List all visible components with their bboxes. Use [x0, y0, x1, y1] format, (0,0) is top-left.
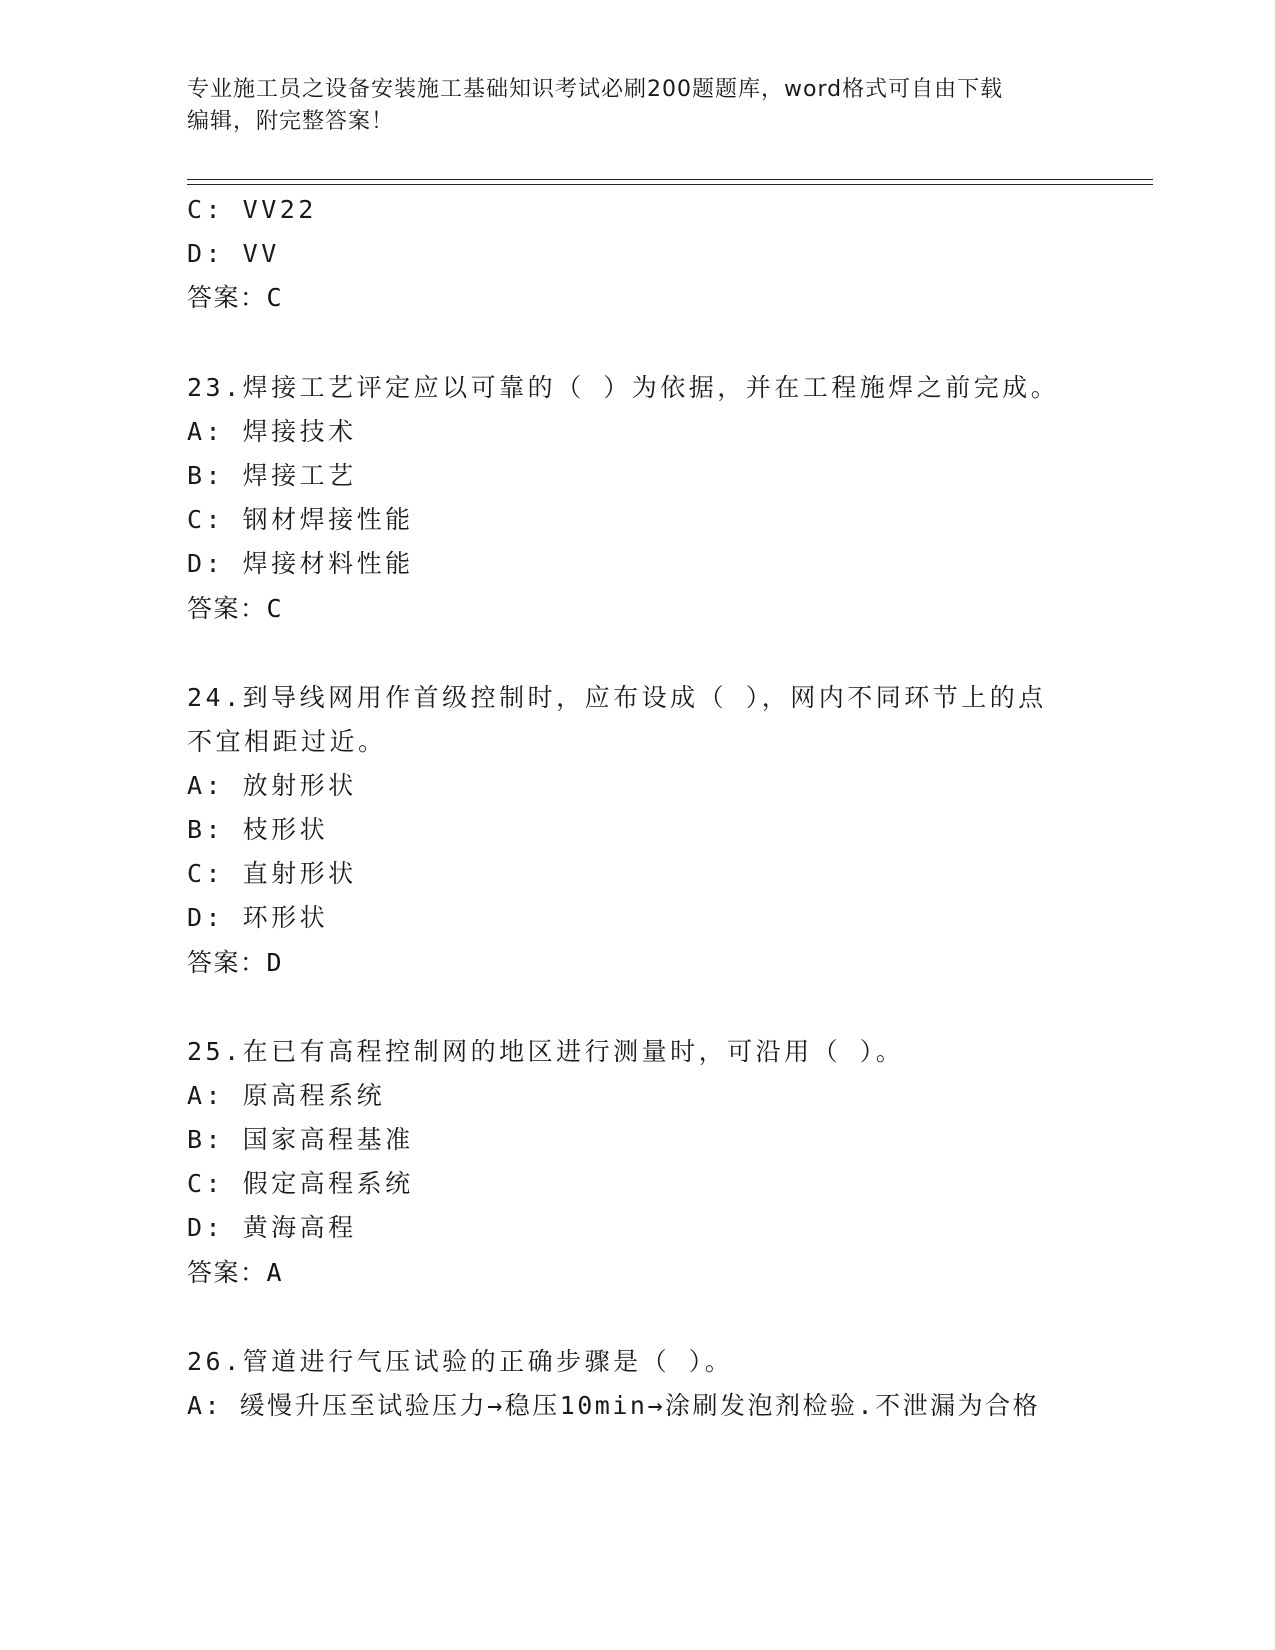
question-stem: 23.焊接工艺评定应以可靠的（ ）为依据，并在工程施焊之前完成。 — [187, 373, 1060, 402]
answer-line — [187, 946, 283, 980]
question-stem: 25.在已有高程控制网的地区进行测量时，可沿用（ ）。 — [187, 1037, 905, 1066]
question-stem-line-2: 不宜相距过近。 — [187, 727, 387, 756]
option-c: C: 钢材焊接性能 — [187, 505, 414, 534]
option-b: B: 国家高程基准 — [187, 1125, 414, 1154]
document-header — [187, 74, 1087, 138]
option-b: B: 焊接工艺 — [187, 461, 357, 490]
option-b: B: 枝形状 — [187, 815, 329, 844]
answer-value: C — [266, 594, 284, 623]
answer-label: 答案： — [187, 948, 267, 977]
header-divider-bottom — [187, 184, 1153, 185]
answer-line — [187, 1256, 283, 1290]
answer-line — [187, 281, 283, 315]
option-c: C: VV22 — [187, 195, 317, 224]
option-d: D: VV — [187, 239, 280, 268]
option-c: C: 直射形状 — [187, 859, 357, 888]
answer-value: A — [266, 1258, 284, 1287]
answer-label: 答案： — [187, 1258, 267, 1287]
answer-value: D — [266, 948, 284, 977]
option-a: A: 放射形状 — [187, 771, 357, 800]
answer-label: 答案： — [187, 594, 267, 623]
header-title-line-1: 专业施工员之设备安装施工基础知识考试必刷200题题库，word格式可自由下载 — [187, 77, 1004, 102]
answer-line — [187, 592, 283, 626]
header-title-line-2: 编辑，附完整答案！ — [187, 109, 395, 134]
option-c: C: 假定高程系统 — [187, 1169, 414, 1198]
option-a: A: 原高程系统 — [187, 1081, 386, 1110]
answer-value: C — [266, 283, 284, 312]
question-stem-line-1: 24.到导线网用作首级控制时，应布设成（ ），网内不同环节上的点 — [187, 683, 1047, 712]
answer-label: 答案： — [187, 283, 267, 312]
option-d: D: 环形状 — [187, 903, 329, 932]
option-d: D: 黄海高程 — [187, 1213, 357, 1242]
option-a: A: 焊接技术 — [187, 417, 357, 446]
option-d: D: 焊接材料性能 — [187, 549, 414, 578]
header-divider-top — [187, 179, 1153, 180]
question-stem: 26.管道进行气压试验的正确步骤是（ ）。 — [187, 1347, 734, 1376]
option-a: A: 缓慢升压至试验压力→稳压10min→涂刷发泡剂检验.不泄漏为合格 — [187, 1391, 1041, 1420]
